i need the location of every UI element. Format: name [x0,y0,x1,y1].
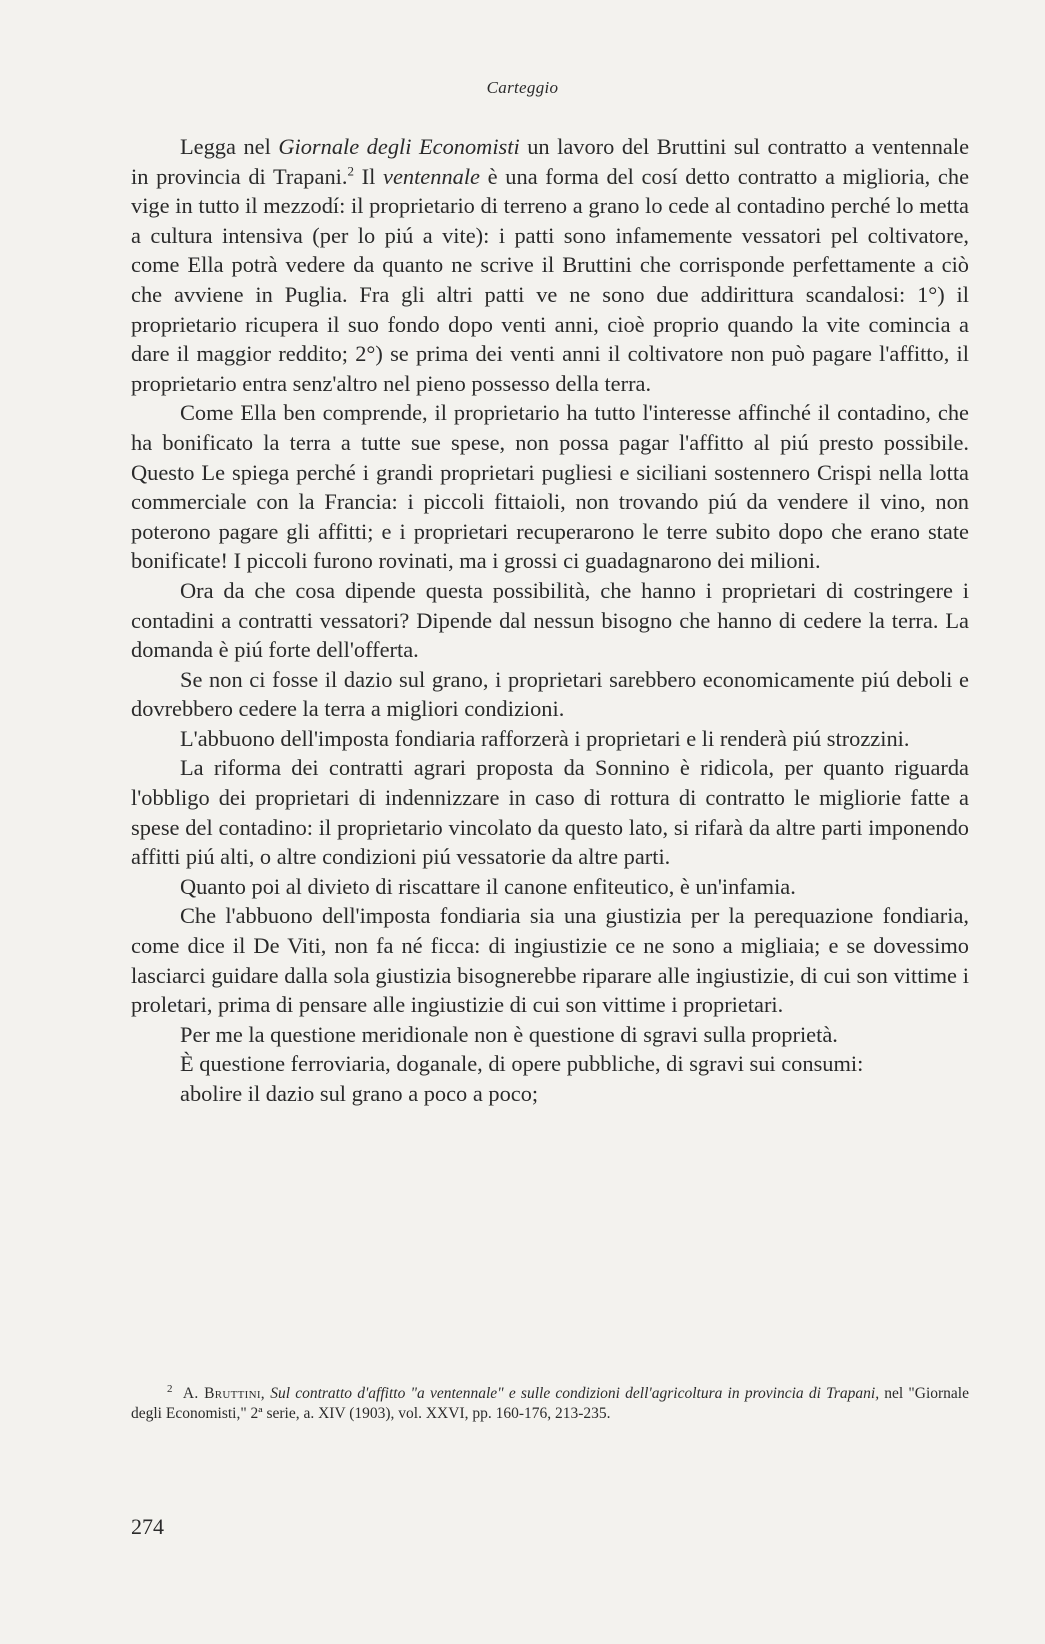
paragraph-8: Che l'abbuono dell'imposta fondiaria sia una giustizia per la perequazione fondiaria, come dice il De Viti, non fa né ficca: di ingiustizie ce ne sono a migliaia; e se dovessimo lasciarci guidare dalla sola giustizia bisognerebbe riparare alle ingiustizie, di cui son vittime i proletari, prima di pensare alle ingiustizie di cui son vittime i proprietari. [131,903,969,1018]
paragraph-4: Se non ci fosse il dazio sul grano, i proprietari sarebbero economicamente piú deboli e dovrebbero cedere la terra a migliori condizioni. [131,666,969,722]
paragraph-3: Ora da che cosa dipende questa possibilità, che hanno i proprietari di costringere i contadini a contratti vessatori? Dipende dal nessun bisogno che hanno di cedere la terra. La domanda è piú forte dell'offerta. [131,577,969,663]
running-header: Carteggio [486,78,559,97]
paragraph-11: abolire il dazio sul grano a poco a poco; [180,1081,539,1106]
footnote-author: A. Bruttini, [182,1385,265,1402]
footnote-citation: nel "Giornale degli Economisti," 2ª serie, a. XIV (1903), vol. XXVI, pp. 160-176, 213-235. [131,1385,969,1422]
p1-text-a: Legga nel [180,134,279,159]
p1-text-d: è una forma del cosí detto contratto a miglioria, che vige in tutto il mezzodí: il proprietario di terreno a grano lo cede al contadino perché lo metta a cultura intensiva (per lo piú a vite): i patti sono infamemente vessatori pel coltivatore, come Ella potrà vedere da quanto ne scrive il Bruttini che corrisponde perfettamente a ciò che avviene in Puglia. Fra gli altri patti ve ne sono due addirittura scandalosi: 1°) il proprietario ricupera il suo fondo dopo venti anni, cioè proprio quando la vite comincia a dare il maggior reddito; 2°) se prima dei venti anni il coltivatore non può pagare l'affitto, il proprietario entra senz'altro nel pieno possesso della terra. [131,163,970,396]
paragraph-5: L'abbuono dell'imposta fondiaria rafforzerà i proprietari e li renderà piú strozzini. [180,725,910,751]
footnote-title: Sul contratto d'affitto "a ventennale" e sulle condizioni dell'agricoltura in provincia di Trapani, [270,1385,880,1402]
paragraph-1 [131,132,969,398]
paragraph-2: Come Ella ben comprende, il proprietario ha tutto l'interesse affinché il contadino, che ha bonificato la terra a tutte sue spese, non possa pagar l'affitto al piú presto possibile. Questo Le spiega perché i grandi proprietari pugliesi e siciliani sostennero Crispi nella lotta commerciale con la Francia: i piccoli fittaioli, non trovando piú da vendere il vino, non poterono pagare gli affitti; e i proprietari recuperarono le terre subito dopo che erano state bonificate! I piccoli furono rovinati, ma i grossi ci guadagnarono dei milioni. [131,400,969,574]
paragraph-7: Quanto poi al divieto di riscattare il canone enfiteutico, è un'infamia. [180,873,796,899]
footnote-reference[interactable]: 2 [347,163,354,179]
journal-title: Giornale degli Economisti [278,134,520,159]
paragraph-6: La riforma dei contratti agrari proposta da Sonnino è ridicola, per quanto riguarda l'obbligo dei proprietari di indennizzare in caso di rottura di contratto le migliorie fatte a spese del contadino: il proprietario vincolato da questo lato, si rifarà da altre parti imponendo affitti piú alti, o altre condizioni piú vessatorie da altre parti. [131,755,969,870]
paragraph-9: Per me la questione meridionale non è questione di sgravi sulla proprietà. [180,1021,838,1047]
p1-text-b: un lavoro del Bruttini sul contratto a ventennale in provincia di Trapani. [131,134,970,189]
ventennale-term: ventennale [383,163,480,189]
paragraph-10: È questione ferroviaria, doganale, di opere pubbliche, di sgravi sui consumi: [180,1051,864,1077]
letter-body [131,132,969,1109]
p1-text-c: Il [353,163,384,189]
footnote [131,1384,969,1424]
footnote-number: 2 [167,1382,173,1395]
page-number: 274 [131,1514,164,1539]
